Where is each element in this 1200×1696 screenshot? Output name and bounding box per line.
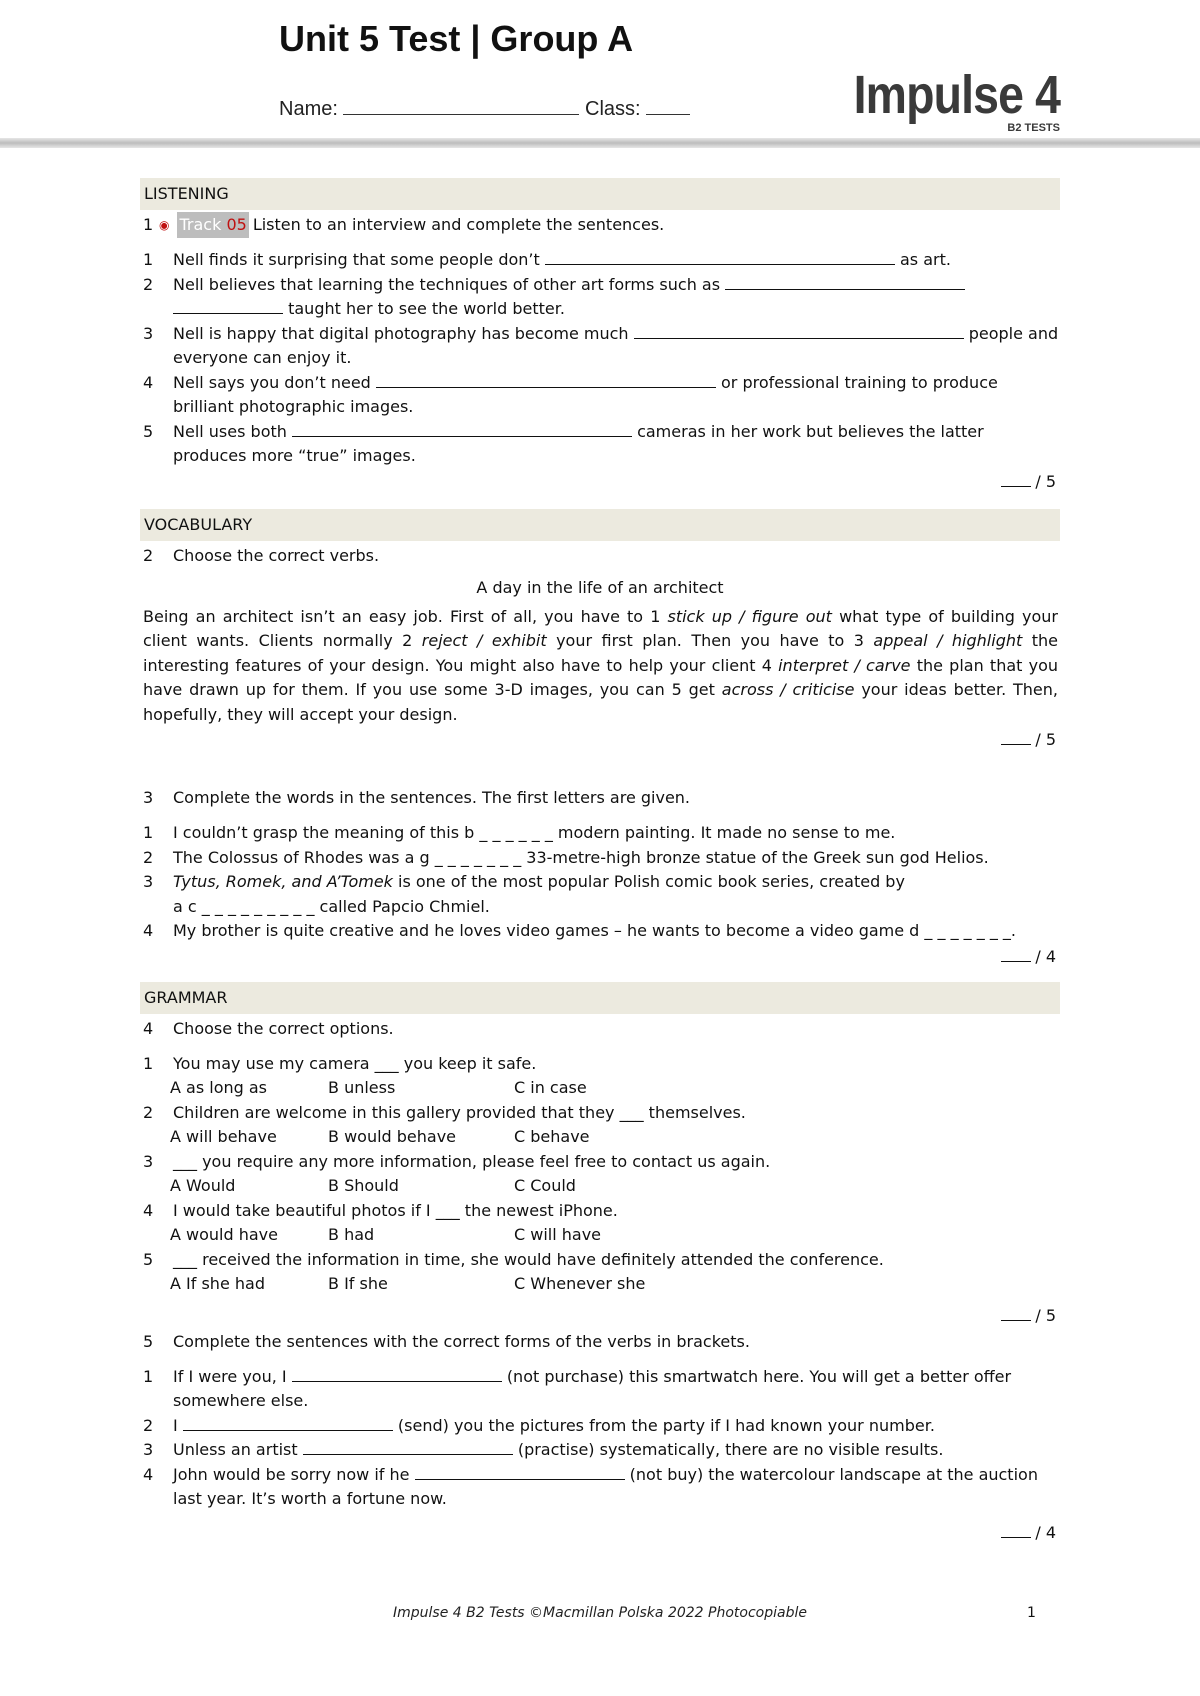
score-box: / 5 <box>140 727 1060 753</box>
list-item: 3 Unless an artist (practise) systematically, there are no visible results. <box>143 1440 944 1459</box>
section-listening-heading: LISTENING <box>140 178 1060 210</box>
name-field[interactable] <box>343 96 579 115</box>
list-item: 1 Nell finds it surprising that some people don’t as art. <box>143 250 951 269</box>
option-a[interactable]: A Would <box>170 1176 236 1195</box>
list-item: 5 Nell uses both cameras in her work but believes the latter produces more “true” images. <box>143 421 984 465</box>
list-item: 3 Nell is happy that digital photography has become much people and everyone can enjoy it. <box>143 323 1059 367</box>
exercise-5-instruction: 5 Complete the sentences with the correct forms of the verbs in brackets. <box>143 1331 750 1351</box>
option-b[interactable]: B If she <box>328 1274 388 1293</box>
list-item: 1 You may use my camera ___ you keep it safe. <box>143 1053 537 1073</box>
answer-blank[interactable] <box>545 248 895 265</box>
answer-blank[interactable] <box>376 371 716 388</box>
list-item: 4 John would be sorry now if he (not buy) the watercolour landscape at the auction last year. It’s worth a fortune now. <box>143 1464 1038 1508</box>
choice-4[interactable]: interpret / carve <box>778 655 911 675</box>
audio-icon[interactable]: ◉ <box>159 218 170 232</box>
exercise-1-instruction <box>140 212 1060 238</box>
name-class-line <box>279 96 690 121</box>
test-content <box>140 178 1060 1546</box>
answer-blank[interactable] <box>415 1463 625 1480</box>
answer-blank[interactable] <box>725 273 965 290</box>
option-b[interactable]: B Should <box>328 1176 399 1195</box>
list-item: 2 Children are welcome in this gallery provided that they ___ themselves. <box>143 1102 746 1122</box>
score-box: / 4 <box>140 944 1060 970</box>
section-grammar-heading: GRAMMAR <box>140 982 1060 1014</box>
answer-blank[interactable] <box>303 1438 513 1455</box>
score-box: / 5 <box>140 469 1060 495</box>
exercise-4-instruction: 4 Choose the correct options. <box>143 1018 394 1038</box>
page-title: Unit 5 Test | Group A <box>279 18 634 59</box>
option-a[interactable]: A If she had <box>170 1274 265 1293</box>
list-item: 4 Nell says you don’t need or professional training to produce brilliant photographic images. <box>143 372 998 416</box>
choice-3[interactable]: appeal / highlight <box>873 631 1023 650</box>
options-row <box>140 1272 1060 1297</box>
class-field[interactable] <box>646 96 690 115</box>
list-item: 3 ___ you require any more information, please feel free to contact us again. <box>143 1151 771 1171</box>
list-item: 3 Tytus, Romek, and A’Tomek is one of the most popular Polish comic book series, created by a c _ _ _ _ _ _ _ _ _ called Papcio Chmiel. <box>143 872 905 916</box>
options-row <box>140 1125 1060 1150</box>
list-item: 1 If I were you, I (not purchase) this smartwatch here. You will get a better offer somewhere else. <box>143 1366 1012 1410</box>
option-c[interactable]: C behave <box>514 1127 590 1146</box>
option-a[interactable]: A will behave <box>170 1127 277 1146</box>
header-divider <box>0 138 1200 148</box>
list-item: 2 I (send) you the pictures from the party if I had known your number. <box>143 1415 935 1435</box>
footer-text: Impulse 4 B2 Tests ©Macmillan Polska 2022 Photocopiable <box>393 1605 807 1621</box>
logo-text: Impulse 4 <box>853 65 1060 125</box>
option-a[interactable]: A as long as <box>170 1078 268 1097</box>
option-c[interactable]: C Whenever she <box>514 1274 646 1293</box>
section-vocabulary-heading: VOCABULARY <box>140 509 1060 541</box>
option-c[interactable]: C Could <box>514 1176 576 1195</box>
answer-blank[interactable] <box>634 322 964 339</box>
list-item: 5 ___ received the information in time, she would have definitely attended the conference. <box>143 1249 884 1269</box>
list-item: 4 I would take beautiful photos if I ___ the newest iPhone. <box>143 1200 618 1220</box>
option-c[interactable]: C in case <box>514 1078 587 1097</box>
page-number: 1 <box>1027 1605 1036 1621</box>
track-badge[interactable]: Track 05 <box>177 212 248 238</box>
score-box: / 4 <box>140 1520 1060 1546</box>
option-c[interactable]: C will have <box>514 1225 602 1244</box>
list-item: 1 I couldn’t grasp the meaning of this b _ _ _ _ _ _ modern painting. It made no sense to me. <box>143 823 896 842</box>
score-box: / 5 <box>140 1303 1060 1329</box>
answer-blank[interactable] <box>292 1365 502 1382</box>
exercise-2-text: Being an architect isn’t an easy job. First of all, you have to 1 stick up / figure out what type of building your client wants. Clients normally 2 reject / exhibit your first plan. Then you have to 3 appeal / highlight the interesting features of your design. You might also have to help your client 4 interpret / carve the plan that you have drawn up for them. If you use some 3-D images, you can 5 get across / criticise your ideas better. Then, hopefully, they will accept your design. <box>143 606 1059 724</box>
options-row <box>140 1174 1060 1199</box>
answer-blank[interactable] <box>183 1414 393 1431</box>
option-b[interactable]: B would behave <box>328 1127 457 1146</box>
impulse-logo <box>820 65 1060 134</box>
exercise-3-instruction: 3 Complete the words in the sentences. The first letters are given. <box>143 788 691 807</box>
option-b[interactable]: B unless <box>328 1078 396 1097</box>
instruction-text: Listen to an interview and complete the sentences. <box>252 215 665 234</box>
option-b[interactable]: B had <box>328 1225 375 1244</box>
exercise-number: 1 <box>143 215 154 234</box>
class-label: Class: <box>585 98 641 120</box>
exercise-2-instruction: 2 Choose the correct verbs. <box>143 545 380 565</box>
option-a[interactable]: A would have <box>170 1225 278 1244</box>
name-label: Name: <box>279 98 338 120</box>
list-item: 2 Nell believes that learning the techniques of other art forms such as taught her to see the world better. <box>140 273 1060 322</box>
options-row <box>140 1076 1060 1101</box>
text-subtitle: A day in the life of an architect <box>476 577 724 597</box>
choice-2[interactable]: reject / exhibit <box>421 631 547 650</box>
options-row <box>140 1223 1060 1248</box>
choice-5[interactable]: across / criticise <box>721 680 855 699</box>
answer-blank[interactable] <box>173 297 283 314</box>
answer-blank[interactable] <box>292 420 632 437</box>
list-item: 2 The Colossus of Rhodes was a g _ _ _ _ _ _ _ 33-metre-high bronze statue of the Greek sun god Helios. <box>143 847 989 867</box>
logo-subtext: B2 TESTS <box>1007 122 1060 134</box>
choice-1[interactable]: stick up / figure out <box>667 606 832 626</box>
list-item: 4 My brother is quite creative and he loves video games – he wants to become a video game d _ _ _ _ _ _ _. <box>143 921 1017 940</box>
